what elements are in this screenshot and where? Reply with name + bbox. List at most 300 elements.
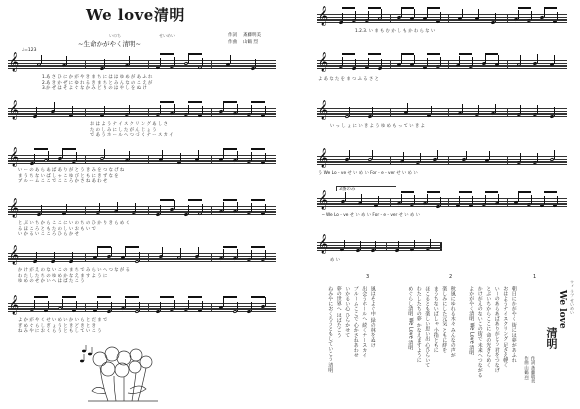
treble-clef: 𝄞 [9,147,20,167]
note [68,113,73,117]
note-stem [265,106,266,115]
note-stem [459,196,460,205]
verse-line: まうちないばしゃ 小指ともに [432,286,439,353]
note-stem [520,153,521,162]
note-stem [188,300,189,309]
bar-line [148,61,149,68]
bar-line [211,156,212,163]
note [261,160,266,164]
ending-label: 3番のみ [339,187,356,192]
verse-line: ほこるとも楽しい思い出 心ひらいて [424,286,431,368]
note-stem [344,240,345,249]
note-stem [398,241,399,250]
note-stem [188,205,189,214]
song-credits [228,32,261,46]
note-stem [174,57,175,66]
note-stem [36,252,37,261]
note-stem [414,240,415,249]
note-beam [62,148,76,150]
note-stem [531,11,532,20]
lyric-row: い ー の あ ら あ ば あ り が と う き み を つ な げ ね [18,168,125,173]
bar-line [211,304,212,311]
lyric-row: 1.2.3. い ま も む か し も か わ ら な い [355,29,436,34]
vertical-title-love: We love [557,290,567,329]
verse-number: 3 [366,274,370,280]
lyric-row: う We Lo - ve せ い め い For - e - ver せ い め い [318,171,418,176]
note-beam [427,53,440,55]
note-beam [188,296,202,298]
note-stem [520,105,521,114]
note-stem [440,12,441,21]
note [247,258,252,262]
ruby-seimei: せいめい [159,33,175,38]
note [364,19,369,23]
note [468,203,473,207]
verse-line: めぐらし清明 We Love 清明 [407,286,414,351]
note [233,309,238,313]
final-bar [440,243,442,250]
bar-line [85,254,86,261]
verse-line: ねみやにおくろうともしていこう 清明 [327,286,334,373]
note [410,203,415,207]
composer-role: 作曲 [228,40,237,45]
lyric-row: め い [330,258,340,263]
note [356,248,361,252]
note-stem [537,153,538,162]
bar-line [211,109,212,116]
note-stem [537,54,538,63]
lyric-row: と ぶ い ち か ら こ こ に い の ち の ひ か り き ら め く [18,221,130,226]
note-stem [160,58,161,67]
note-beam [544,7,557,9]
note-stem [381,59,382,68]
note [93,309,98,313]
note-stem [237,151,238,160]
note-stem [462,104,463,113]
treble-clef: 𝄞 [9,198,20,218]
note-stem [223,202,224,211]
note-stem [437,150,438,159]
note-stem [544,8,545,17]
note [455,203,460,207]
note-stem [430,239,431,248]
note-stem [378,196,379,205]
note-beam [188,53,202,55]
note-beam [160,199,174,201]
note-stem [485,195,486,204]
lyric-row: 2.あ き か ぜ に ゆ れ る き ま ち と み ん な の こ え が [42,80,153,86]
note-beam [459,191,472,193]
note-stem [420,153,421,162]
note-stem [230,55,231,64]
note-stem [129,151,130,160]
note-stem [34,154,35,163]
note [364,66,369,70]
note-beam [188,199,202,201]
note-beam [342,7,355,9]
bar-line [448,15,449,22]
note-stem [251,302,252,311]
note-stem [265,153,266,162]
staff [8,52,276,72]
bar-line [507,157,508,164]
note-stem [66,204,67,213]
note-stem [440,57,441,66]
note-stem [54,252,55,261]
note-stem [401,194,402,203]
note [32,114,37,118]
note-stem [372,107,373,116]
note-beam [401,7,414,9]
note-stem [139,302,140,311]
bar-line [148,254,149,261]
note [30,308,35,312]
note-beam [368,53,381,55]
note-stem [375,241,376,250]
note-stem [401,8,402,17]
note-stem [251,105,252,114]
note-beam [160,101,174,103]
note-stem [72,252,73,261]
treble-clef: 𝄞 [9,100,20,120]
note [30,161,35,165]
note-stem [518,193,519,202]
note [198,308,203,312]
lyric-row: ま う ち な い ば し ゃ こ ゆ び と も に き ず な を [18,173,119,179]
bar-line [448,157,449,164]
note-stem [489,151,490,160]
note-beam [459,53,472,55]
lyric-row: ─ We Lo - ve せ い め い For - e - ver せ い め い [322,213,420,218]
bar-line [85,156,86,163]
note [374,204,379,208]
lyric-row: た の し み に し た が ん じ ょ う [90,127,157,133]
bar-line [448,109,449,116]
note [198,212,203,216]
note-stem [427,9,428,18]
note-stem [237,249,238,258]
note-stem [251,203,252,212]
note [44,308,49,312]
note [553,204,558,208]
note-stem [342,13,343,22]
staff [8,295,276,315]
note-beam [251,246,265,248]
verse-line: 出会うホールへ 続くナースカイ [361,286,368,358]
note-beam [401,191,414,193]
note-stem [251,152,252,161]
note [426,247,431,251]
note [176,160,181,164]
lyric-row: ブ ル ー ム こ こ で こ こ ろ か さ ね あ わ せ [18,179,108,184]
note-beam [188,101,202,103]
note-stem [160,105,161,114]
note-stem [495,104,496,113]
note-stem [265,204,266,213]
note [100,114,105,118]
bar-line [85,109,86,116]
note-stem [498,194,499,203]
note [251,66,256,70]
lyric-row: い っ し ょ に い き よ う ゆ め も っ て い き よ [330,124,425,129]
note-stem [361,194,362,203]
verse-line: よかがやく清明 We Love 清明 [468,286,475,356]
note-stem [401,55,402,64]
title-ruby: ウィ ラブ せいめい [570,280,575,315]
note-stem [462,9,463,18]
bar-line [211,254,212,261]
note [170,65,175,69]
lyric-row: わ た し た ち の ゆ め か な え ま す よ う に [18,273,108,279]
note [340,247,345,251]
note-stem [162,247,163,256]
note-stem [180,248,181,257]
staff [317,52,567,72]
note-stem [349,107,350,116]
note [72,308,77,312]
staff [317,148,567,168]
bar-line [148,109,149,116]
lyric-row: ぎ め ぐ ら し ぎ ょ う と き ど き と き [18,323,96,329]
bar-line [507,109,508,116]
note-stem [202,204,203,213]
note [491,20,496,24]
note-stem [125,248,126,257]
note-stem [544,196,545,205]
note [68,259,73,263]
note-stem [237,202,238,211]
bar-line [386,243,387,250]
note-beam [251,199,265,201]
note [436,204,441,208]
note [410,248,415,252]
note-beam [223,199,237,201]
treble-clef: 𝄞 [318,52,329,72]
verse-line: 秋風にゆれる木々 みんなの声が [449,286,456,358]
staff [8,100,276,120]
song-title: We love清明 [86,6,185,24]
note-beam [160,296,174,298]
note-beam [427,191,440,193]
note-stem [368,11,369,20]
bar-line [148,304,149,311]
note-beam [62,296,76,298]
note-stem [520,55,521,64]
note [427,113,432,117]
note-beam [368,7,381,9]
verse-line: いーのあらあばありがとう 君をつなげ [493,286,500,373]
note-stem [342,57,343,66]
staff [317,100,567,120]
note-stem [478,105,479,114]
bar-line [448,199,449,206]
note-stem [355,59,356,68]
note-stem [72,106,73,115]
note-stem [223,150,224,159]
treble-clef: 𝄞 [318,100,329,120]
lyric-row: で あ う ホ ー ル へ つ づ く ナ ー ス カ イ [90,133,174,138]
bar-line [507,15,508,22]
note-stem [554,55,555,64]
bar-line [211,61,212,68]
note-beam [401,53,414,55]
note-beam [342,53,355,55]
staff [8,147,276,167]
note-beam [223,246,237,248]
treble-clef: 𝄞 [318,190,329,210]
lyric-row: ね み や に お く ら う と も し て い こ う [18,329,102,334]
note-stem [265,250,266,259]
note-stem [495,13,496,22]
note-beam [251,296,265,298]
note-stem [162,150,163,159]
vertical-composer: 作曲 山鶴 烈 [523,356,529,381]
note [32,260,37,264]
treble-clef: 𝄞 [318,234,329,254]
note-stem [135,203,136,212]
note [368,114,373,118]
note-stem [414,55,415,64]
tempo-marking: ♩=123 [22,48,37,53]
note-stem [41,205,42,214]
note-beam [544,191,557,193]
note [540,204,545,208]
note-stem [485,54,486,63]
note-stem [223,249,224,258]
treble-clef: 𝄞 [9,52,20,72]
vertical-lyricist: 作詞 斎藤明美 [530,356,535,384]
note-beam [485,191,498,193]
note-stem [472,196,473,205]
note-stem [104,59,105,68]
verse-line: 朝日にかがやく 街には夢があふれ [510,286,517,363]
note-stem [472,57,473,66]
lyricist-name: 斎藤明美 [243,33,261,38]
note-stem [554,107,555,116]
note [247,309,252,313]
note-stem [62,299,63,308]
verse-line: かけがえのないこの街で 未来へつながる [476,286,483,378]
lyric-row: お は よ う ナ イ ス ク リ ン グ あ し さ [90,122,168,127]
verse-line: 楽しみにした元気 ともに絆を [441,286,448,353]
note-stem [223,102,224,111]
note-stem [36,107,37,116]
composer-name: 山鶴 烈 [243,40,258,45]
note-stem [104,106,105,115]
note [377,66,382,70]
note-stem [139,252,140,261]
note [371,248,376,252]
note-stem [76,301,77,310]
note [156,212,161,216]
note-stem [498,55,499,64]
note-stem [345,192,346,201]
note-beam [97,246,111,248]
note-stem [125,299,126,308]
staff [8,198,276,218]
note-stem [62,149,63,158]
note-stem [202,301,203,310]
note-beam [518,191,531,193]
note-stem [531,195,532,204]
note [37,213,42,217]
note-beam [427,7,440,9]
note-beam [518,7,531,9]
note-stem [251,250,252,259]
note-stem [117,202,118,211]
treble-clef: 𝄞 [318,6,329,26]
note-stem [198,150,199,159]
bar-line [148,156,149,163]
note-stem [180,153,181,162]
note [550,115,555,119]
note [261,211,266,215]
note-stem [427,194,428,203]
verse-line: ブルームここで 心かさねあわせ [352,286,359,358]
note-beam [34,148,48,150]
note-stem [54,102,55,111]
note-stem [97,301,98,310]
lyric-row: る ほ こ ろ と も た の し い お も い で [18,226,96,232]
verse-line: わたしたちの夢 かなえますように [415,286,422,363]
bar-line [85,61,86,68]
note-stem [440,197,441,206]
staff [8,245,276,265]
treble-clef: 𝄞 [318,148,329,168]
note-beam [251,148,265,150]
note-stem [223,298,224,307]
bar-line [390,157,391,164]
ruby-inochi: いのち [109,33,121,38]
vertical-credits [522,356,535,383]
note-stem [129,105,130,114]
note-stem [372,150,373,159]
note [436,19,441,23]
note-stem [198,247,199,256]
note [423,65,428,69]
bar-line [148,207,149,214]
note-stem [368,58,369,67]
note [135,259,140,263]
note-beam [160,53,174,55]
note [107,309,112,313]
vertical-title-main: 清明 [545,327,558,349]
note [184,212,189,216]
note-stem [41,55,42,64]
lyric-row: 1.あ さ ひ に か が や き ま ち に は は ゆ め が あ ふ れ [42,75,153,80]
note-stem [349,150,350,159]
note-stem [265,297,266,306]
verse-number: 1 [533,274,537,280]
verse-number: 2 [449,274,453,280]
lyric-row: 3.か ぜ は そ よ ぐ な か み ど り の は や し を ぬ け [42,86,147,91]
note-beam [125,246,139,248]
staff [317,6,567,26]
bar-line [507,61,508,68]
treble-clef: 𝄞 [9,295,20,315]
note-stem [427,58,428,67]
note-stem [111,302,112,311]
note-stem [188,105,189,114]
note-beam [223,148,237,150]
note-stem [403,152,404,161]
bar-line [390,109,391,116]
note-stem [160,205,161,214]
note-stem [174,104,175,113]
bar-line [448,61,449,68]
lyric-row: ゆ め の せ か い へ は ば た こ う [18,279,85,284]
flower-illustration [78,345,168,405]
